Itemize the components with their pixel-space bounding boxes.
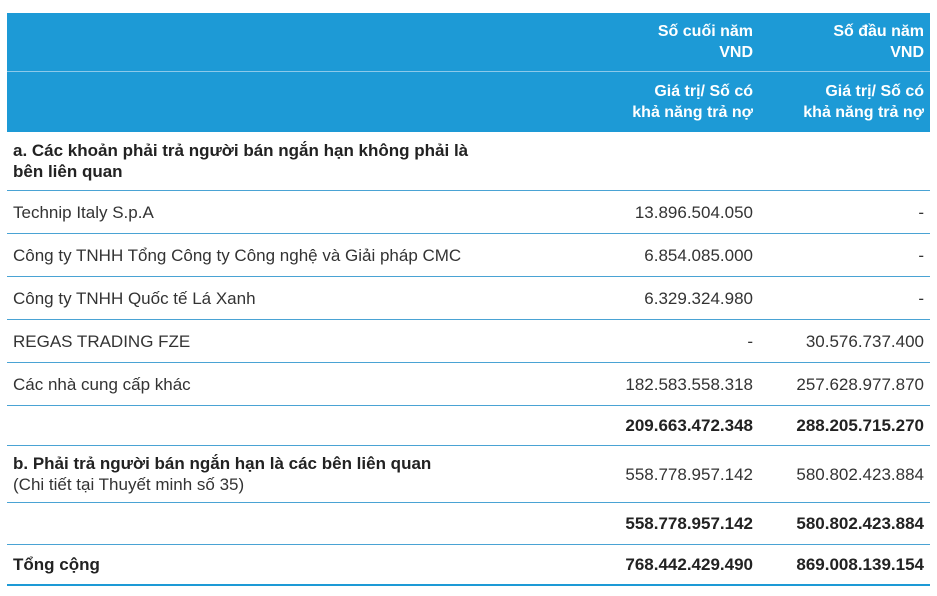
header-end-unit: VND: [719, 44, 753, 61]
table-row: [7, 191, 930, 234]
end-value: 13.896.504.050: [567, 191, 759, 234]
table-row: [7, 234, 930, 277]
header-begin-unit: VND: [890, 44, 924, 61]
section-a-title-line1: a. Các khoản phải trả người bán ngắn hạn không phải là: [13, 141, 469, 160]
section-b-total-end: 558.778.957.142: [567, 503, 759, 545]
section-b-begin-value: 580.802.423.884: [759, 446, 930, 503]
begin-value: -: [759, 234, 930, 277]
header-end-of-year: [567, 13, 759, 72]
header-sub-begin-line1: Giá trị/ Số có: [825, 83, 924, 100]
section-b-title: b. Phải trả người bán ngắn hạn là các bên liên quan: [13, 454, 432, 473]
section-b-row: [7, 446, 930, 503]
section-a-total-row: [7, 406, 930, 446]
end-value: 182.583.558.318: [567, 363, 759, 406]
section-b-total-row: [7, 503, 930, 545]
table-header: [7, 13, 930, 132]
begin-value: -: [759, 191, 930, 234]
begin-value: -: [759, 277, 930, 320]
section-a-title: [7, 132, 567, 191]
supplier-name: Công ty TNHH Tổng Công ty Công nghệ và Giải pháp CMC: [7, 234, 567, 277]
header-sub-end-line1: Giá trị/ Số có: [654, 83, 753, 100]
grand-total-begin: 869.008.139.154: [759, 545, 930, 586]
header-begin-title: Số đầu năm: [833, 23, 924, 40]
header-beginning-of-year: [759, 13, 930, 72]
supplier-name: Technip Italy S.p.A: [7, 191, 567, 234]
payables-table: [7, 13, 930, 586]
header-sub-begin-line2: khả năng trả nợ: [803, 104, 924, 121]
table-row: [7, 320, 930, 363]
grand-total-end: 768.442.429.490: [567, 545, 759, 586]
supplier-name: Công ty TNHH Quốc tế Lá Xanh: [7, 277, 567, 320]
section-a-total-blank: [7, 406, 567, 446]
section-b-end-value: 558.778.957.142: [567, 446, 759, 503]
end-value: 6.329.324.980: [567, 277, 759, 320]
header-row-main: [7, 13, 930, 72]
section-a-title-line2: bên liên quan: [13, 162, 123, 181]
header-sub-end: [567, 72, 759, 133]
header-sub-blank-cell: [7, 72, 567, 133]
table-row: [7, 277, 930, 320]
supplier-name: Các nhà cung cấp khác: [7, 363, 567, 406]
begin-value: 257.628.977.870: [759, 363, 930, 406]
header-end-title: Số cuối năm: [657, 23, 753, 40]
header-sub-end-line2: khả năng trả nợ: [632, 104, 753, 121]
table-row: [7, 363, 930, 406]
supplier-name: REGAS TRADING FZE: [7, 320, 567, 363]
header-row-sub: [7, 72, 930, 133]
table-body: [7, 132, 930, 585]
section-a-end-blank: [567, 132, 759, 191]
end-value: 6.854.085.000: [567, 234, 759, 277]
grand-total-label: Tổng cộng: [7, 545, 567, 586]
section-a-total-begin: 288.205.715.270: [759, 406, 930, 446]
header-blank-cell: [7, 13, 567, 72]
begin-value: 30.576.737.400: [759, 320, 930, 363]
section-b-total-begin: 580.802.423.884: [759, 503, 930, 545]
header-sub-begin: [759, 72, 930, 133]
section-a-total-end: 209.663.472.348: [567, 406, 759, 446]
section-b-title-cell: [7, 446, 567, 503]
section-b-note: (Chi tiết tại Thuyết minh số 35): [13, 475, 245, 494]
grand-total-row: [7, 545, 930, 586]
section-b-total-blank: [7, 503, 567, 545]
end-value: -: [567, 320, 759, 363]
section-a-begin-blank: [759, 132, 930, 191]
section-a-heading-row: [7, 132, 930, 191]
